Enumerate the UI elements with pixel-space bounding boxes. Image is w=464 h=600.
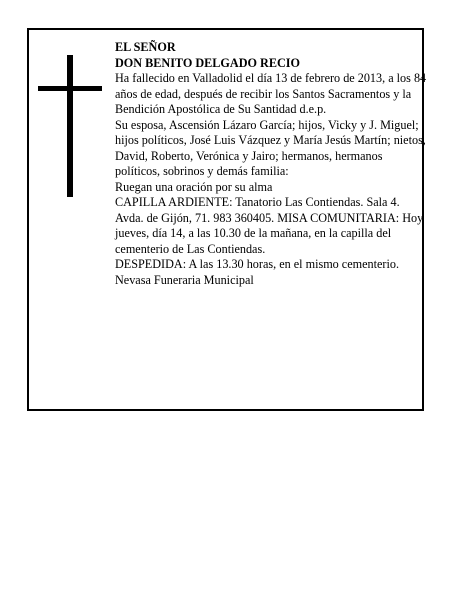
cross-horizontal-bar bbox=[38, 86, 102, 91]
obituary-notice bbox=[27, 28, 427, 411]
chapel-mass-details: CAPILLA ARDIENTE: Tanatorio Las Contiendas. Sala 4. Avda. de Gijón, 71. 983 360405. MISA COMUNITARIA: Hoy jueves, día 14, a las 10.30 de la mañana, en la capilla del cementerio de Las Contiendas. bbox=[115, 195, 424, 256]
prayer-request: Ruegan una oración por su alma bbox=[115, 179, 273, 194]
funeral-home: Nevasa Funeraria Municipal bbox=[115, 272, 254, 287]
family-paragraph: Su esposa, Ascensión Lázaro García; hijos, Vicky y J. Miguel; hijos políticos, José Luis Vázquez y María Jesús Martín; nietos, David, Roberto, Verónica y Jairo; hermanos, hermanos políticos, sobrinos y demás familia: bbox=[115, 117, 426, 178]
title-line-1: EL SEÑOR bbox=[115, 40, 176, 54]
obituary-text bbox=[115, 40, 427, 288]
announcement-paragraph: Ha fallecido en Valladolid el día 13 de febrero de 2013, a los 84 años de edad, después de recibir los Santos Sacramentos y la Bendición Apostólica de Su Santidad d.e.p. bbox=[115, 71, 427, 116]
deceased-name: DON BENITO DELGADO RECIO bbox=[115, 55, 300, 70]
farewell-details: DESPEDIDA: A las 13.30 horas, en el mismo cementerio. bbox=[115, 257, 399, 271]
cross-vertical-bar bbox=[67, 55, 73, 197]
